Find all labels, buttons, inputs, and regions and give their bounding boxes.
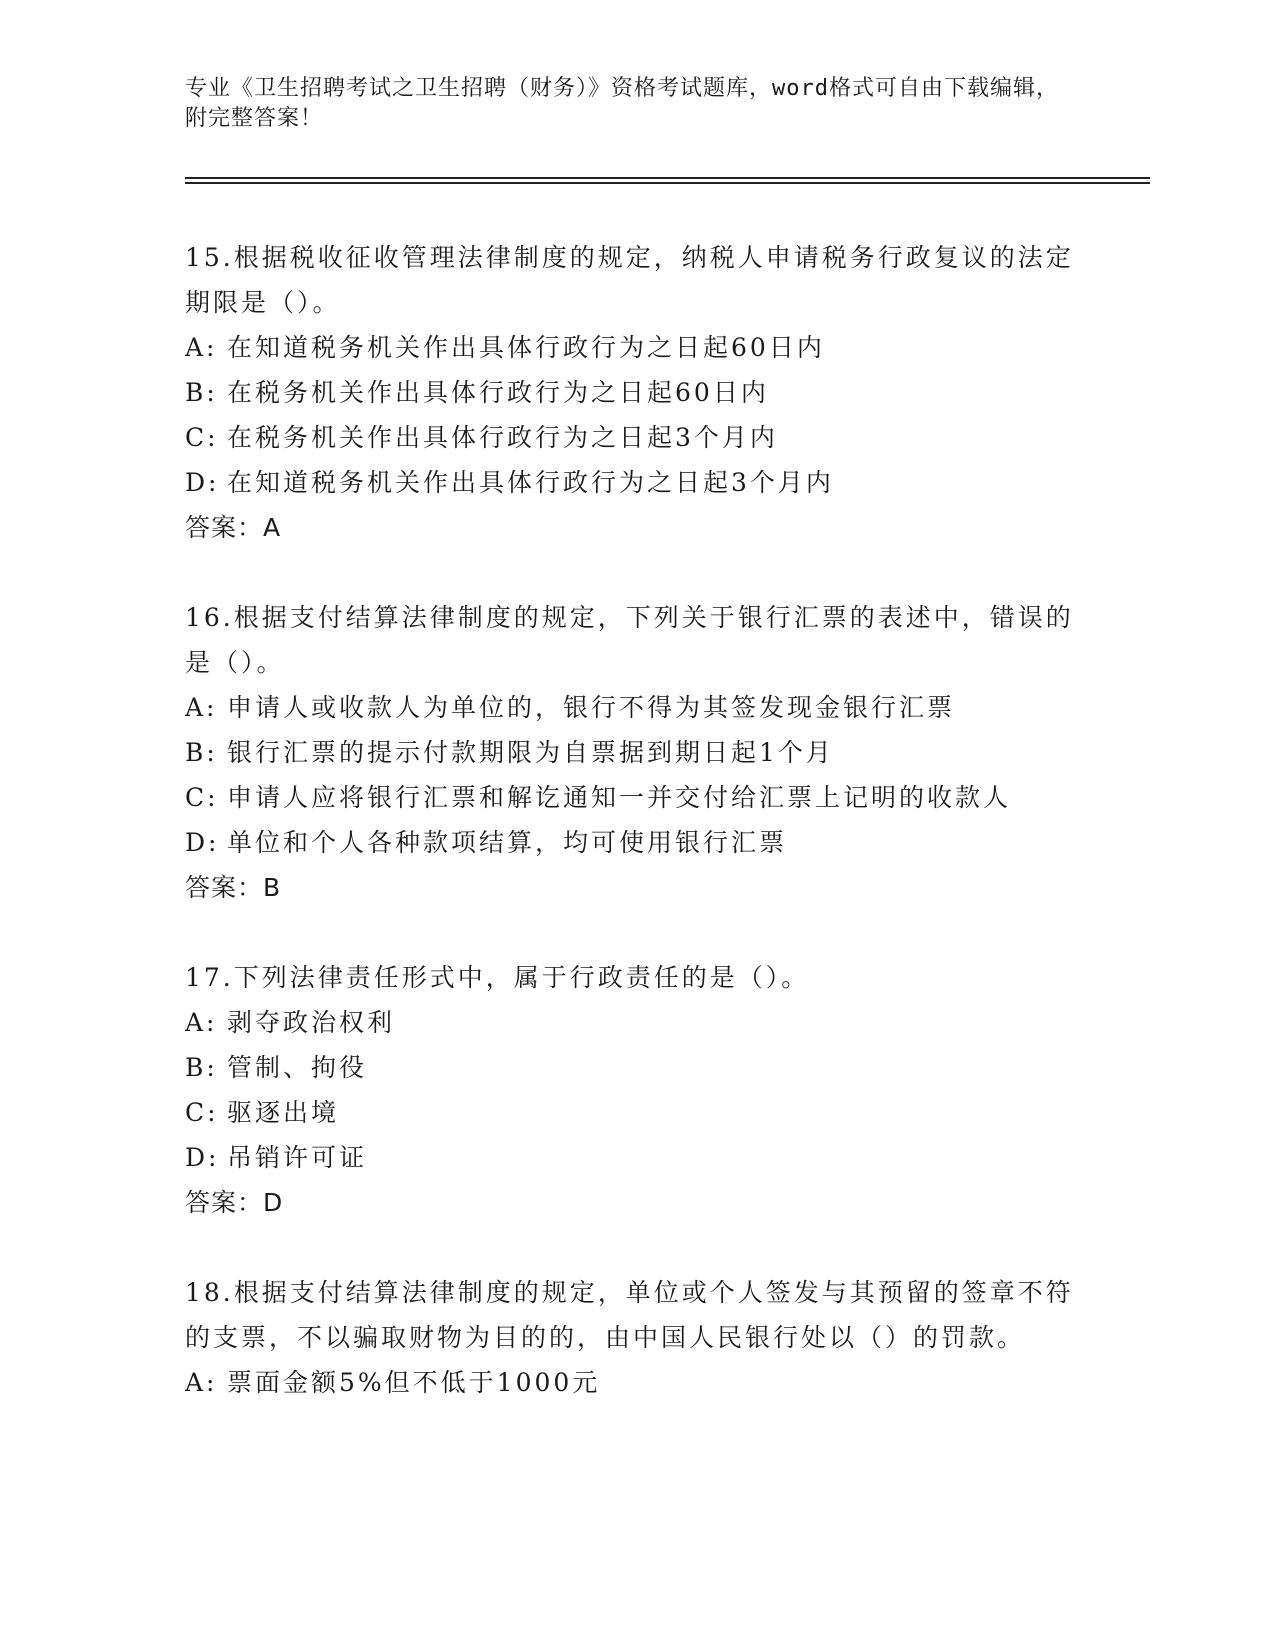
option-a: [185, 685, 1085, 730]
header-divider-line: [185, 177, 1150, 179]
option-d: [185, 820, 1085, 865]
option-a: [185, 325, 1085, 370]
option-key: B:: [185, 1053, 218, 1082]
answer-line: 答案：B: [185, 873, 282, 902]
option-key: A:: [185, 1008, 218, 1037]
option-b: [185, 370, 1085, 415]
option-text: 在知道税务机关作出具体行政行为之日起3个月内: [227, 468, 834, 497]
question-stem: 15.根据税收征收管理法律制度的规定，纳税人申请税务行政复议的法定期限是（）。: [185, 243, 1074, 317]
option-text: 吊销许可证: [227, 1143, 368, 1172]
option-a: [185, 1000, 1085, 1045]
header-divider-line: [185, 182, 1150, 184]
option-text: 剥夺政治权利: [227, 1008, 396, 1037]
option-text: 申请人或收款人为单位的，银行不得为其签发现金银行汇票: [227, 693, 956, 722]
option-text: 在税务机关作出具体行政行为之日起3个月内: [227, 423, 778, 452]
option-text: 申请人应将银行汇票和解讫通知一并交付给汇票上记明的收款人: [227, 783, 1012, 812]
option-c: [185, 775, 1085, 820]
option-key: D:: [185, 468, 220, 497]
question-15: [185, 235, 1085, 550]
option-c: [185, 415, 1085, 460]
question-17: [185, 955, 1085, 1225]
question-18: [185, 1270, 1085, 1405]
option-b: [185, 1045, 1085, 1090]
question-16: [185, 595, 1085, 910]
option-text: 在税务机关作出具体行政行为之日起60日内: [227, 378, 769, 407]
option-key: A:: [185, 1368, 218, 1397]
question-stem: 18.根据支付结算法律制度的规定，单位或个人签发与其预留的签章不符的支票，不以骗取财物为目的的，由中国人民银行处以（）的罚款。: [185, 1278, 1074, 1352]
option-d: [185, 1135, 1085, 1180]
question-stem: 17.下列法律责任形式中，属于行政责任的是（）。: [185, 963, 810, 992]
option-a: [185, 1360, 1085, 1405]
option-key: A:: [185, 333, 218, 362]
option-text: 管制、拘役: [227, 1053, 368, 1082]
option-key: B:: [185, 378, 218, 407]
answer-line: 答案：D: [185, 1188, 284, 1217]
question-list: [185, 235, 1085, 1450]
option-key: B:: [185, 738, 218, 767]
option-key: C:: [185, 423, 219, 452]
question-stem: 16.根据支付结算法律制度的规定，下列关于银行汇票的表述中，错误的是（）。: [185, 603, 1074, 677]
option-text: 银行汇票的提示付款期限为自票据到期日起1个月: [227, 738, 834, 767]
option-key: D:: [185, 1143, 220, 1172]
option-text: 票面金额5%但不低于1000元: [227, 1368, 601, 1397]
option-key: C:: [185, 783, 219, 812]
document-header: 专业《卫生招聘考试之卫生招聘（财务）》资格考试题库，word格式可自由下载编辑，附完整答案！: [185, 76, 1059, 131]
option-text: 驱逐出境: [227, 1098, 340, 1127]
option-text: 单位和个人各种款项结算，均可使用银行汇票: [227, 828, 788, 857]
option-b: [185, 730, 1085, 775]
answer-line: 答案：A: [185, 513, 282, 542]
option-d: [185, 460, 1085, 505]
option-text: 在知道税务机关作出具体行政行为之日起60日内: [227, 333, 825, 362]
option-key: C:: [185, 1098, 219, 1127]
option-key: A:: [185, 693, 218, 722]
option-key: D:: [185, 828, 220, 857]
option-c: [185, 1090, 1085, 1135]
